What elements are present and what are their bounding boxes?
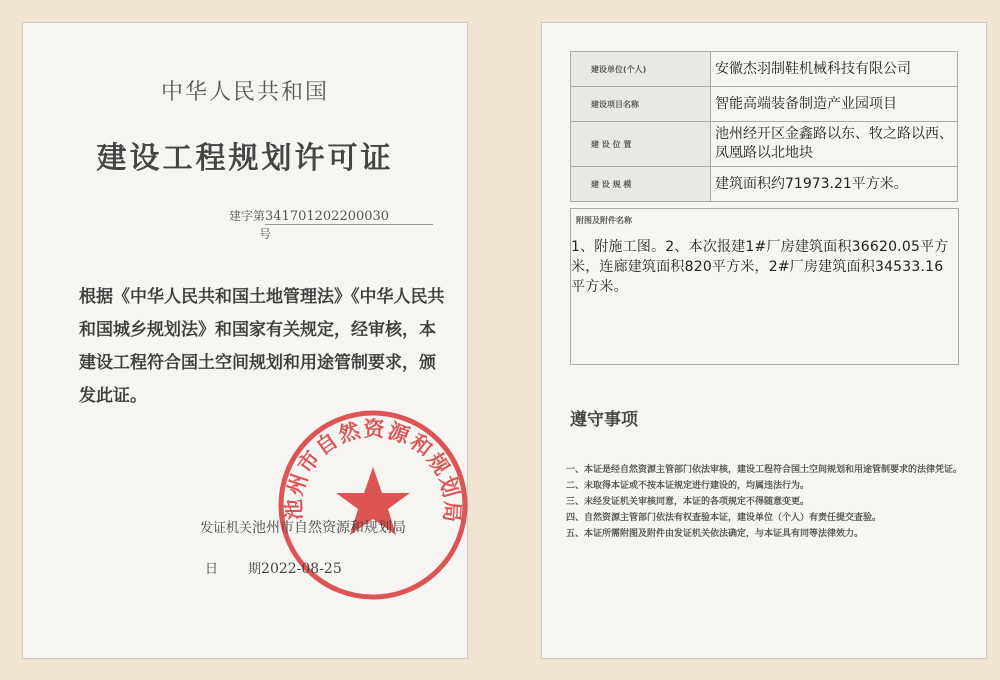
table-row (571, 52, 958, 87)
list-item: 二、未取得本证或不按本证规定进行建设的，均属违法行为。 (566, 481, 810, 491)
table-row (571, 122, 958, 167)
list-item: 五、本证所需附图及附件由发证机关依法确定，与本证具有同等法律效力。 (566, 529, 864, 539)
permit-number: 341701202200030 (265, 209, 433, 225)
list-item: 一、本证是经自然资源主管部门依法审核，建设工程符合国土空间规划和用途管制要求的法律凭证。 (566, 465, 963, 475)
date-label-2: 期 (248, 562, 262, 577)
permit-number-suffix: 号 (259, 227, 272, 241)
attachments-text: 1、附施工图。2、本次报建1#厂房建筑面积36620.05平方米，连廊建筑面积820平方米，2#厂房建筑面积34533.16平方米。 (571, 239, 949, 295)
issuer-value: 池州市自然资源和规划局 (252, 520, 407, 536)
project-info-table (570, 51, 958, 202)
notice-title: 遵守事项 (570, 410, 638, 430)
list-item: 三、未经发证机关审核同意，本证的各项规定不得随意变更。 (566, 497, 810, 507)
row-value: 池州经开区金鑫路以东、牧之路以西、凤凰路以北地块 (711, 122, 958, 167)
notice-list (566, 463, 966, 543)
row-label: 建设单位(个人) (571, 52, 711, 87)
permit-cover-page (22, 22, 468, 659)
issuer-label: 发证机关 (200, 521, 253, 536)
row-label: 建设项目名称 (571, 87, 711, 122)
issue-date: 2022-08-25 (261, 561, 342, 577)
attachments-box (570, 208, 959, 365)
row-label: 建 设 位 置 (571, 122, 711, 167)
row-value: 安徽杰羽制鞋机械科技有限公司 (711, 52, 958, 87)
list-item: 四、自然资源主管部门依法有权查验本证，建设单位（个人）有责任提交查验。 (566, 513, 882, 523)
date-label-1: 日 (205, 562, 219, 577)
permit-number-prefix: 建字第 (229, 209, 266, 223)
seal-text: 池州市自然资源和规划局 (281, 416, 465, 525)
document-title: 建设工程规划许可证 (96, 141, 394, 176)
table-row (571, 87, 958, 122)
date-line (205, 558, 342, 577)
country-name: 中华人民共和国 (160, 80, 329, 105)
row-value: 建筑面积约71973.21平方米。 (711, 167, 958, 202)
permit-number-line (229, 207, 467, 242)
row-label: 建 设 规 模 (571, 167, 711, 202)
table-row (571, 167, 958, 202)
permit-detail-page (541, 22, 987, 659)
permit-statement: 根据《中华人民共和国土地管理法》《中华人民共和国城乡规划法》和国家有关规定，经审核，本建设工程符合国土空间规划和用途管制要求，颁发此证。 (79, 287, 445, 406)
attachments-label: 附图及附件名称 (576, 216, 632, 225)
issuer-line (200, 517, 406, 537)
row-value: 智能高端装备制造产业园项目 (711, 87, 958, 122)
